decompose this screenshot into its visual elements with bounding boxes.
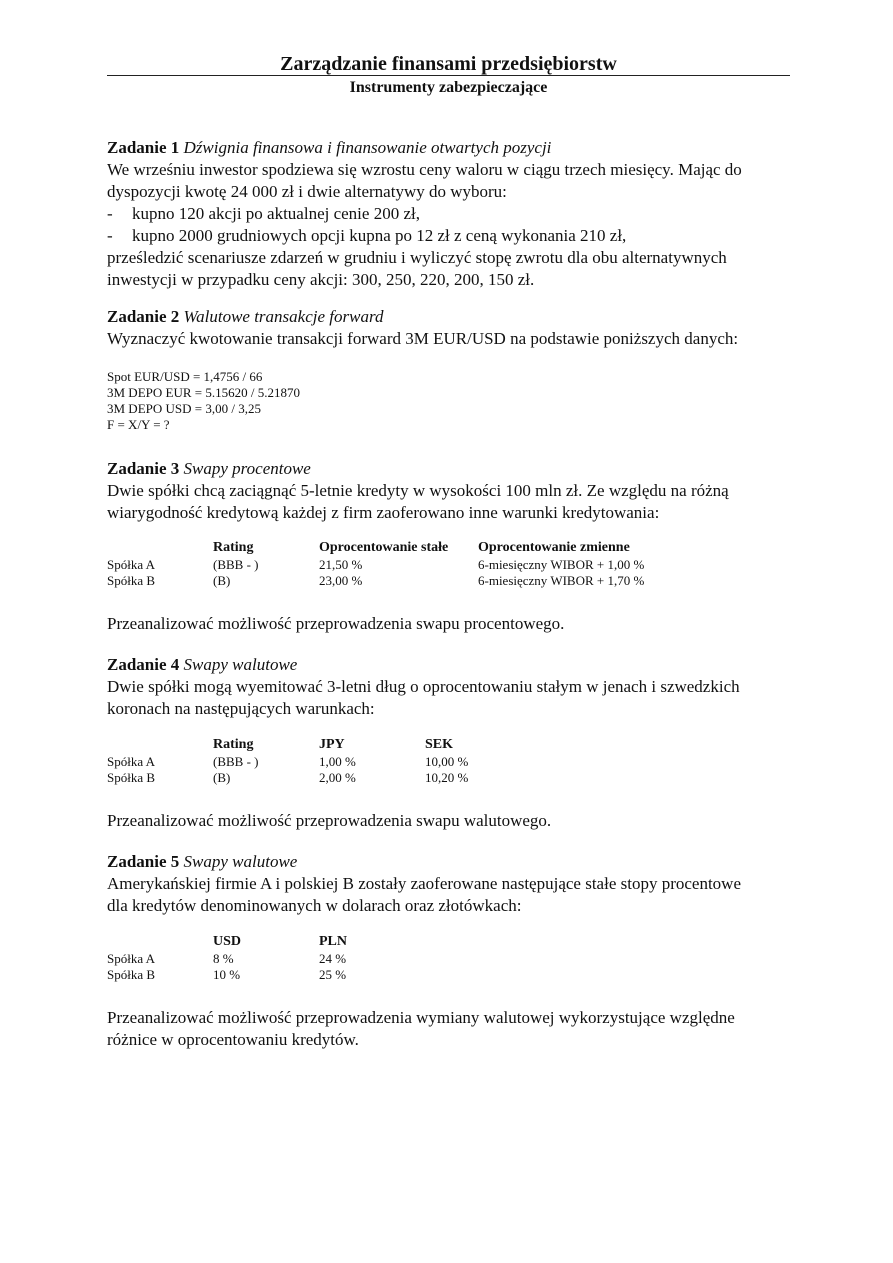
task5-label: Zadanie 5 [107, 852, 180, 871]
task1-line1: We wrześniu inwestor spodziewa się wzrostu ceny waloru w ciągu trzech miesięcy. Mając do [107, 160, 742, 179]
task2-label: Zadanie 2 [107, 307, 180, 326]
task4-row-a-rating: (BBB - ) [213, 754, 259, 769]
task2-data-spot: Spot EUR/USD = 1,4756 / 66 [107, 369, 263, 384]
task4-row-a-company: Spółka A [107, 754, 156, 769]
task4-conclusion: Przeanalizować możliwość przeprowadzenia swapu walutowego. [107, 811, 552, 830]
task1-bullet1: kupno 120 akcji po aktualnej cenie 200 zł, [132, 204, 420, 223]
task2-data-depo-eur: 3M DEPO EUR = 5.15620 / 5.21870 [107, 385, 300, 400]
task4-line1: Dwie spółki mogą wyemitować 3-letni dług o oprocentowaniu stałym w jenach i szwedzkich [107, 677, 740, 696]
title-divider [107, 75, 790, 76]
task3-row-b-floating: 6-miesięczny WIBOR + 1,70 % [478, 573, 645, 588]
task5-col-usd: USD [213, 934, 242, 949]
task3-label: Zadanie 3 [107, 459, 180, 478]
task3-row-b-fixed: 23,00 % [319, 573, 363, 588]
task3-row-b-company: Spółka B [107, 573, 156, 588]
task3-heading [107, 458, 311, 480]
task1-bullet1-dash: - [107, 204, 113, 223]
task4-line2: koronach na następujących warunkach: [107, 699, 375, 718]
task3-col-fixed: Oprocentowanie stałe [319, 540, 449, 555]
task5-heading [107, 851, 297, 873]
task3-conclusion: Przeanalizować możliwość przeprowadzenia swapu procentowego. [107, 614, 565, 633]
task5-line2: dla kredytów denominowanych w dolarach oraz złotówkach: [107, 896, 522, 915]
task5-topic: Swapy walutowe [183, 852, 298, 871]
task5-row-b-pln: 25 % [319, 967, 347, 982]
task3-topic: Swapy procentowe [183, 459, 311, 478]
task4-row-b-company: Spółka B [107, 770, 156, 785]
task3-row-a-company: Spółka A [107, 557, 156, 572]
task4-col-jpy: JPY [319, 737, 345, 752]
task4-topic: Swapy walutowe [183, 655, 298, 674]
task4-heading [107, 654, 297, 676]
task3-col-rating: Rating [213, 540, 254, 555]
task1-bullet2: kupno 2000 grudniowych opcji kupna po 12 zł z ceną wykonania 210 zł, [132, 226, 627, 245]
task4-row-a-sek: 10,00 % [425, 754, 469, 769]
task5-row-b-company: Spółka B [107, 967, 156, 982]
task3-line1: Dwie spółki chcą zaciągnąć 5-letnie kredyty w wysokości 100 mln zł. Ze względu na różną [107, 481, 729, 500]
task4-row-b-rating: (B) [213, 770, 231, 785]
task2-data-depo-usd: 3M DEPO USD = 3,00 / 3,25 [107, 401, 261, 416]
task4-row-b-sek: 10,20 % [425, 770, 469, 785]
task1-line3: prześledzić scenariusze zdarzeń w grudniu i wyliczyć stopę zwrotu dla obu alternatywnych [107, 248, 727, 267]
task5-conclusion-line2: różnice w oprocentowaniu kredytów. [107, 1030, 359, 1049]
task4-row-b-jpy: 2,00 % [319, 770, 356, 785]
task3-row-a-floating: 6-miesięczny WIBOR + 1,00 % [478, 557, 645, 572]
task5-line1: Amerykańskiej firmie A i polskiej B zostały zaoferowane następujące stałe stopy procentowe [107, 874, 741, 893]
task5-row-a-pln: 24 % [319, 951, 347, 966]
task2-line1: Wyznaczyć kwotowanie transakcji forward 3M EUR/USD na podstawie poniższych danych: [107, 329, 739, 348]
task1-label: Zadanie 1 [107, 138, 180, 157]
task1-line2: dyspozycji kwotę 24 000 zł i dwie alternatywy do wyboru: [107, 182, 507, 201]
task5-row-a-company: Spółka A [107, 951, 156, 966]
task4-label: Zadanie 4 [107, 655, 180, 674]
task1-topic: Dźwignia finansowa i finansowanie otwartych pozycji [183, 138, 552, 157]
task5-row-a-usd: 8 % [213, 951, 234, 966]
task5-col-pln: PLN [319, 934, 347, 949]
task3-row-a-fixed: 21,50 % [319, 557, 363, 572]
task5-conclusion-line1: Przeanalizować możliwość przeprowadzenia wymiany walutowej wykorzystujące względne [107, 1008, 735, 1027]
task4-row-a-jpy: 1,00 % [319, 754, 356, 769]
task2-topic: Walutowe transakcje forward [183, 307, 384, 326]
task5-row-b-usd: 10 % [213, 967, 241, 982]
task3-line2: wiarygodność kredytową każdej z firm zaoferowano inne warunki kredytowania: [107, 503, 660, 522]
task3-row-b-rating: (B) [213, 573, 231, 588]
task1-bullet2-dash: - [107, 226, 113, 245]
task4-col-sek: SEK [425, 737, 454, 752]
task1-heading [107, 137, 551, 159]
task2-data-formula: F = X/Y = ? [107, 417, 170, 432]
page-subtitle: Instrumenty zabezpieczające [349, 79, 548, 96]
task3-col-floating: Oprocentowanie zmienne [478, 540, 630, 555]
task4-col-rating: Rating [213, 737, 254, 752]
task3-row-a-rating: (BBB - ) [213, 557, 259, 572]
task2-heading [107, 306, 383, 328]
page-title: Zarządzanie finansami przedsiębiorstw [280, 53, 617, 75]
task1-line4: inwestycji w przypadku ceny akcji: 300, 250, 220, 200, 150 zł. [107, 270, 535, 289]
